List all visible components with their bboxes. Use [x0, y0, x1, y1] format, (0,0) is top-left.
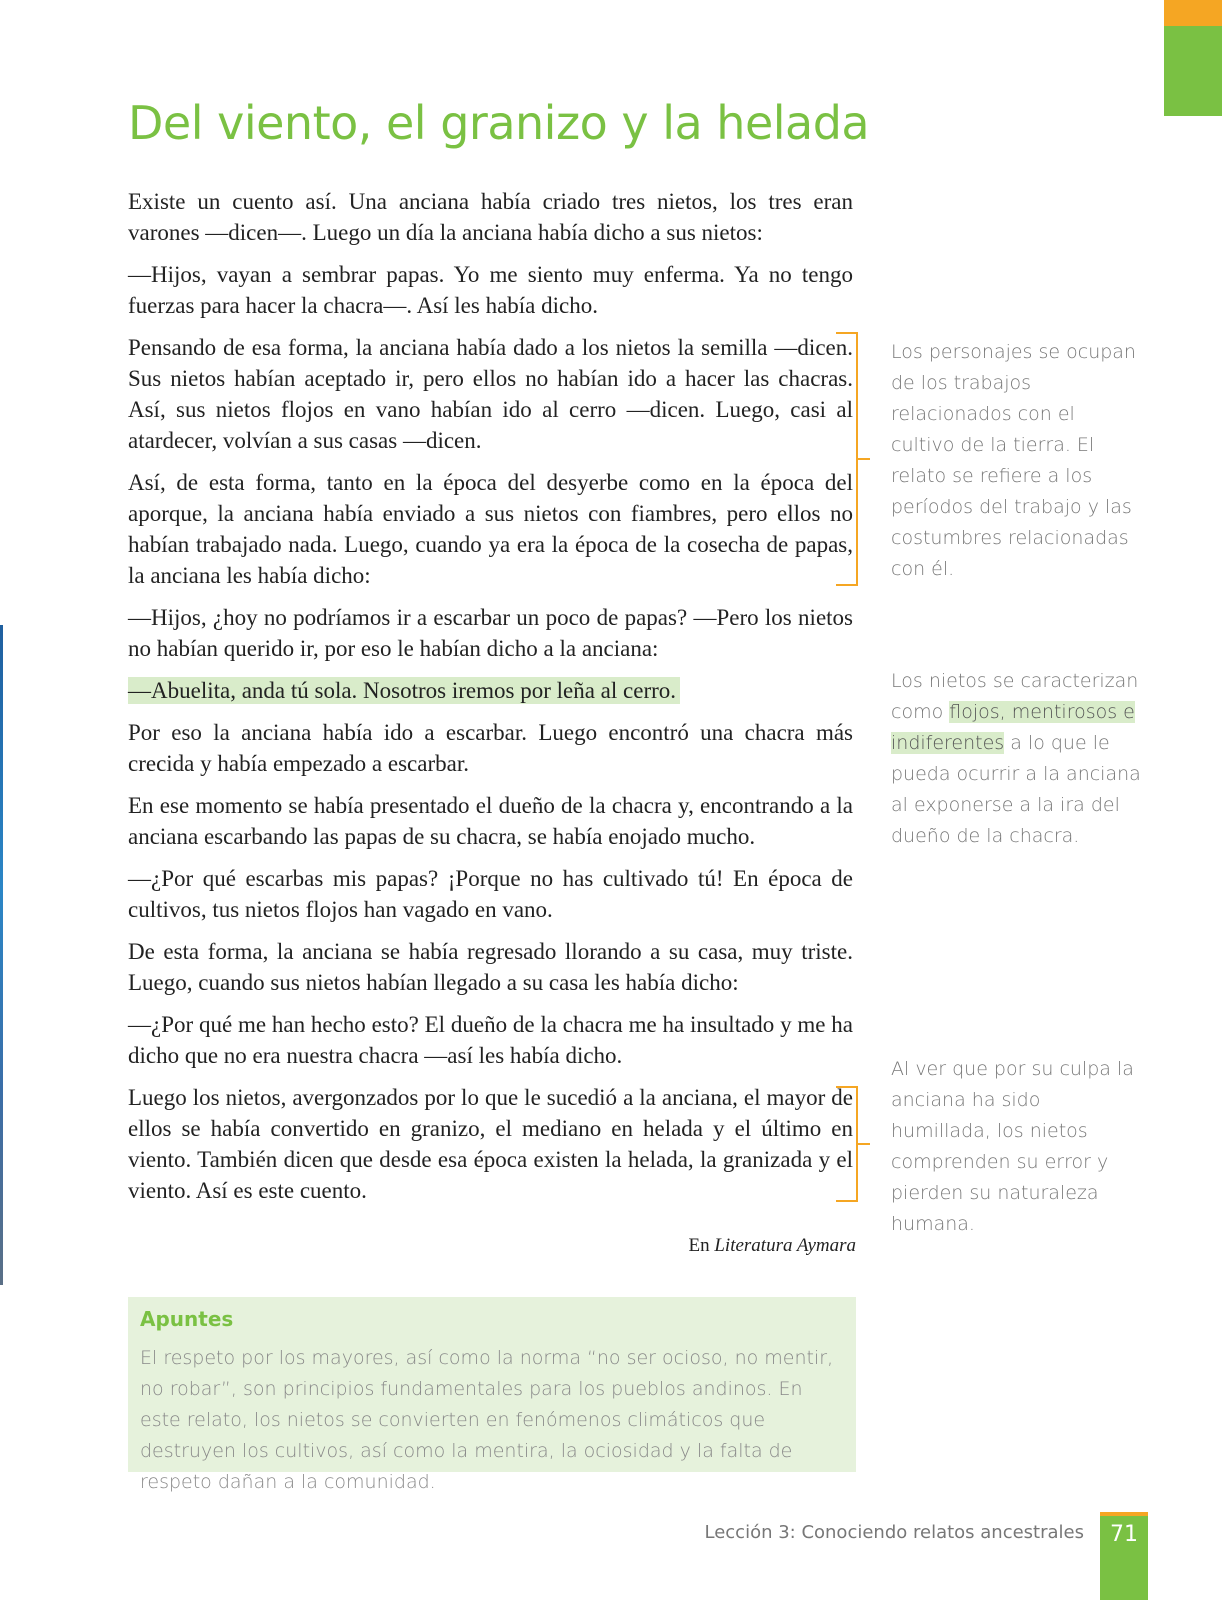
story-paragraph: —Hijos, ¿hoy no podríamos ir a escarbar un poco de papas? —Pero los nietos no habían querido ir, por eso le habían dicho a la anciana: — [128, 605, 853, 661]
story-paragraph-highlighted — [128, 675, 853, 706]
source-citation — [689, 1235, 857, 1257]
page-number: 71 — [1110, 1522, 1138, 1547]
story-paragraph: Por eso la anciana había ido a escarbar. Luego encontró una chacra más crecida y había empezado a escarbar. — [128, 720, 853, 776]
story-text — [128, 186, 853, 1217]
notes-body: El respeto por los mayores, así como la norma “no ser ocioso, no mentir, no robar”, son principios fundamentales para los pueblos andinos. En este relato, los nietos se convierten en fenómenos climáticos que destruyen los cultivos, así como la mentira, la ociosidad y la falta de respeto dañan a la comunidad. — [140, 1347, 834, 1493]
page-title: Del viento, el granizo y la helada — [128, 96, 870, 150]
story-paragraph: En ese momento se había presentado el dueño de la chacra y, encontrando a la anciana escarbando las papas de su chacra, se había enojado mucho. — [128, 793, 853, 849]
source-prefix: En — [688, 1235, 710, 1256]
story-paragraph: De esta forma, la anciana se había regresado llorando a su casa, muy triste. Luego, cuando sus nietos habían llegado a su casa les había dicho: — [128, 939, 853, 995]
side-note-text: a lo que le pueda ocurrir a la anciana al exponerse a la ira del dueño de la chacra. — [891, 732, 1141, 847]
story-paragraph: Así, de esta forma, tanto en la época del desyerbe como en la época del aporque, la anciana había enviado a sus nietos con fiambres, pero ellos no habían trabajado nada. Luego, cuando ya era la época de la cosecha de papas, la anciana les había dicho: — [128, 470, 853, 588]
side-note-transformation: Al ver que por su culpa la anciana ha sido humillada, los nietos comprenden su error y pierden su naturaleza humana. — [891, 1058, 1134, 1235]
side-note-grandsons — [891, 666, 1141, 852]
highlighted-dialogue: —Abuelita, anda tú sola. Nosotros iremos por leña al cerro. — [128, 677, 680, 704]
left-edge-image-strip — [0, 625, 3, 1285]
corner-tab-orange — [1164, 0, 1222, 26]
story-paragraph: Luego los nietos, avergonzados por lo que le sucedió a la anciana, el mayor de ellos se había convertido en granizo, el mediano en helada y el último en viento. También dicen que desde esa época existen la helada, la granizada y el viento. Así es este cuento. — [128, 1085, 853, 1203]
source-book-title: Literatura Aymara — [714, 1235, 856, 1256]
notes-box — [128, 1297, 856, 1493]
story-paragraph: Existe un cuento así. Una anciana había criado tres nietos, los tres eran varones —dicen—. Luego un día la anciana había dicho a sus nietos: — [128, 189, 853, 245]
story-paragraph: —Hijos, vayan a sembrar papas. Yo me siento muy enferma. Ya no tengo fuerzas para hacer la chacra—. Así les había dicho. — [128, 262, 853, 318]
side-note-text: Los nietos se caracterizan como — [891, 670, 1139, 723]
story-paragraph: —¿Por qué me han hecho esto? El dueño de la chacra me ha insultado y me ha dicho que no era nuestra chacra —así les había dicho. — [128, 1012, 853, 1068]
page-number-box — [1100, 1512, 1148, 1600]
side-note-highlight: flojos, mentirosos e indiferentes — [891, 701, 1135, 754]
corner-tab-green — [1164, 26, 1222, 116]
side-note-characters: Los personajes se ocupan de los trabajos relacionados con el cultivo de la tierra. El relato se refiere a los períodos del trabajo y las costumbres relacionadas con él. — [891, 341, 1136, 580]
footer-lesson-title: Lección 3: Conociendo relatos ancestrales — [704, 1522, 1084, 1543]
story-paragraph: Pensando de esa forma, la anciana había dado a los nietos la semilla —dicen. Sus nietos habían aceptado ir, pero ellos no habían ido a hacer las chacras. Así, sus nietos flojos en vano habían ido al cerro —dicen. Luego, casi al atardecer, volvían a sus casas —dicen. — [128, 335, 853, 453]
bracket-marker — [836, 332, 858, 586]
notes-title: Apuntes — [140, 1307, 234, 1331]
story-paragraph: —¿Por qué escarbas mis papas? ¡Porque no has cultivado tú! En época de cultivos, tus nietos flojos han vagado en vano. — [128, 866, 853, 922]
bracket-marker — [836, 1086, 858, 1202]
